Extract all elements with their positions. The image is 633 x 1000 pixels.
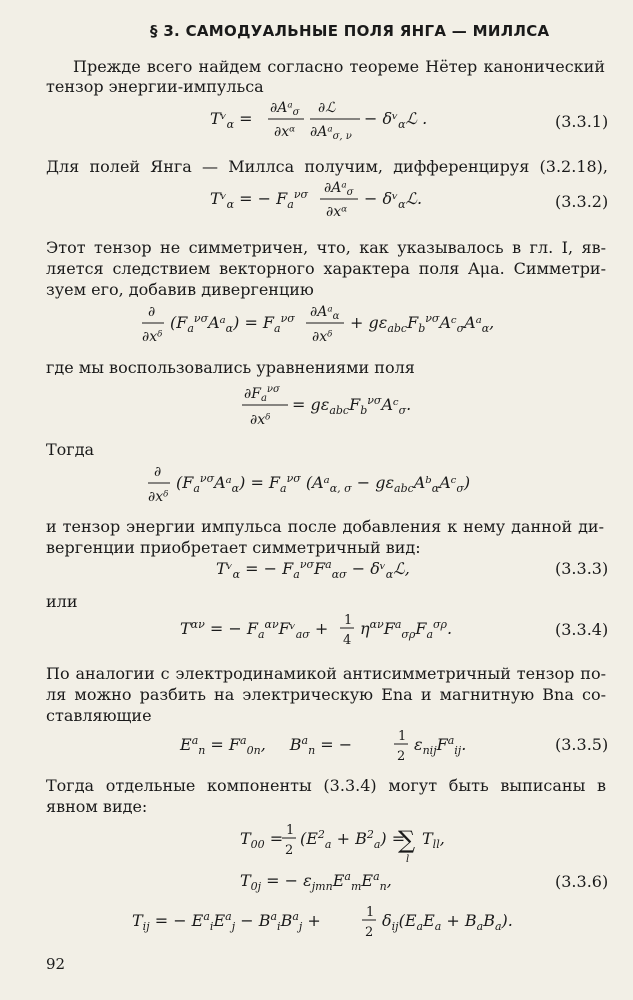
paragraph-line: По аналогии с электродинамикой антисимметричный тензор по- [46, 664, 606, 683]
equation-source-list [0, 0, 1, 1]
svg-text:∂Faνσ: $\partial F_a^{\nu\sigma}$ [244, 384, 280, 404]
svg-text:δij(EaEa + BaBa).: $\delta_{ij}(E_aE_a + B_aB_a)$. [382, 911, 513, 933]
svg-text:1: 1 [286, 823, 295, 838]
svg-text:∂xᵅ: ∂xᵅ [326, 204, 348, 220]
svg-text:∂Aᵃσ: ∂Aᵃ$_\sigma$ [270, 100, 300, 118]
paragraph-line: Тогда отдельные компоненты (3.3.4) могут быть выписаны в [46, 776, 606, 795]
equation-number: (3.3.2) [555, 192, 609, 211]
eq331-text: Tᵛ$_\alpha$ = [210, 109, 253, 131]
equation-number: (3.3.3) [555, 559, 609, 578]
paragraph-line: Для полей Янга — Миллса получим, дифференцируя (3.2.18), [46, 157, 608, 176]
paragraph-line: зуем его, добавив дивергенцию [46, 280, 314, 299]
equation-3-3-6 [130, 814, 550, 944]
paragraph-line: ляется следствием векторного характера поля Aμa. Симметри- [46, 259, 606, 278]
equation-divergence [140, 298, 540, 352]
svg-text:∑: ∑ [398, 826, 416, 854]
svg-text:∂Aᵃσ: ∂Aᵃ$_\sigma$ [324, 180, 354, 198]
paragraph-line: и тензор энергии импульса после добавления к нему данной ди- [46, 517, 604, 536]
svg-text:− δᵛαℒ.: − δᵛ$_\alpha$ℒ. [364, 189, 423, 211]
svg-text:(E2a + B2a) =: $(E^2_a + B^2_a)$ = [300, 828, 406, 851]
svg-text:2: 2 [397, 749, 406, 764]
paragraph-line: вергенции приобретает симметричный вид: [46, 538, 421, 557]
svg-text:− δᵛαℒ .: − δᵛ$_\alpha$ℒ . [364, 109, 428, 131]
equation-number: (3.3.1) [555, 112, 609, 131]
svg-text:Tαν = − FaανFᵛaσ +: $T^{\alpha\nu}$ = − $F_a^{\alpha\nu}Fᵛ_{a\sigma}$ + [180, 618, 329, 641]
svg-text:∂: ∂ [148, 304, 156, 320]
paragraph-line: Этот тензор не симметричен, что, как указывалось в гл. I, яв- [46, 238, 606, 257]
svg-text:∂: ∂ [154, 464, 162, 480]
paragraph-line: где мы воспользовались уравнениями поля [46, 358, 415, 377]
svg-text:1: 1 [344, 613, 353, 628]
paragraph-line: явном виде: [46, 797, 148, 816]
svg-text:1: 1 [398, 729, 407, 744]
equation-number: (3.3.5) [555, 735, 609, 754]
svg-text:4: 4 [343, 633, 352, 648]
paragraph-line: тензор энергии-импульса [46, 77, 264, 96]
svg-text:1: 1 [366, 905, 375, 920]
svg-text:Tᵛα = − FaνσFaασ − δᵛαℒ,: Tᵛ$_\alpha$ = − $F_a^{\nu\sigma}F^a_{\alpha\sigma}$ − δᵛ$_\alpha$ℒ, [216, 558, 410, 581]
svg-text:∂ℒ: ∂ℒ [318, 100, 336, 116]
svg-text:= gεabcFbνσAᶜσ.: = $g\varepsilon_{abc}F_b^{\nu\sigma}Aᶜ_\sigma$. [292, 394, 412, 417]
equation-3-3-3 [210, 552, 470, 586]
svg-text:∂xᵟ: ∂xᵟ [148, 489, 169, 505]
equation-3-3-2 [200, 172, 470, 224]
paragraph-line: ля можно разбить на электрическую Ena и магнитную Bna со- [46, 685, 606, 704]
eq336-line1: $T_{00}$ = [240, 829, 284, 851]
equation-field [238, 378, 438, 434]
equation-3-3-1 [200, 92, 460, 144]
svg-text:(FaνσAᵃα) = Faνσ: $(F_a^{\nu\sigma}Aᵃ_\alpha) = F_a^{\nu\sigma}$ [170, 312, 295, 335]
svg-text:2: 2 [285, 843, 294, 858]
svg-text:εnijFaij.: $\varepsilon_{nij}F^a_{ij}$. [414, 734, 467, 757]
eq336-line2: $T_{0j}$ = − $\varepsilon_{jmn}E^a_mE^a_n$, [240, 870, 392, 893]
svg-text:l: l [406, 854, 410, 865]
svg-text:ηανFaσρFaσρ.: $\eta^{\alpha\nu}F^a_{\sigma\rho}F_a^{\sigma\rho}$. [360, 618, 453, 641]
svg-text:∂Aᵃα: ∂Aᵃ$_\alpha$ [310, 304, 340, 322]
svg-text:∂xᵟ: ∂xᵟ [250, 412, 271, 428]
svg-text:(FaνσAᵃα) = Faνσ (Aᵃα, σ − gεa: $(F_a^{\nu\sigma}Aᵃ_\alpha) = F_a^{\nu\sigma}$ (Aᵃ$_{\alpha, \sigma}$ − $g\varepsilon_{abc}Aᵇ_\alpha Aᶜ_\sigma$) [176, 472, 471, 495]
svg-text:Tll,: $T_{ll}$, [422, 829, 445, 851]
paragraph-line: Тогда [46, 440, 95, 459]
svg-text:Tᵛα = − Faνσ: Tᵛ$_\alpha$ = − $F_a^{\nu\sigma}$ [210, 188, 309, 211]
svg-text:∂xᵟ: ∂xᵟ [312, 329, 333, 345]
page-number: 92 [46, 955, 66, 973]
svg-text:∂xᵟ: ∂xᵟ [142, 329, 163, 345]
paragraph-line: Прежде всего найдем согласно теореме Нётер канонический [73, 57, 605, 76]
paragraph-line: ставляющие [46, 706, 152, 725]
equation-togda [146, 458, 526, 512]
equation-number: (3.3.6) [555, 872, 609, 891]
svg-text:∂xᵅ: ∂xᵅ [274, 124, 296, 140]
svg-text:2: 2 [365, 925, 374, 940]
paragraph-line: или [46, 592, 78, 611]
section-title: § 3. САМОДУАЛЬНЫЕ ПОЛЯ ЯНГА — МИЛЛСА [150, 22, 550, 40]
svg-text:Ean = Fa0n,Ban = −: $E^a_n = F^a_{0n}$, $B^a_n$ = − [180, 734, 353, 757]
eq-src [0, 0, 1, 1]
equation-3-3-5 [176, 720, 496, 770]
equation-number: (3.3.4) [555, 620, 609, 639]
equation-3-3-4 [176, 604, 496, 654]
eq336-line3: $T_{ij}$ = − $E^a_iE^a_j - B^a_iB^a_j$ + [132, 910, 321, 933]
svg-text:∂Aᵃσ, ν: ∂Aᵃ$_{\sigma, \nu}$ [310, 124, 352, 142]
svg-text:+ gεabcFbνσAᶜσAᵃα,: + $g\varepsilon_{abc}F_b^{\nu\sigma}Aᶜ_\sigma Aᵃ_\alpha$, [350, 312, 495, 335]
